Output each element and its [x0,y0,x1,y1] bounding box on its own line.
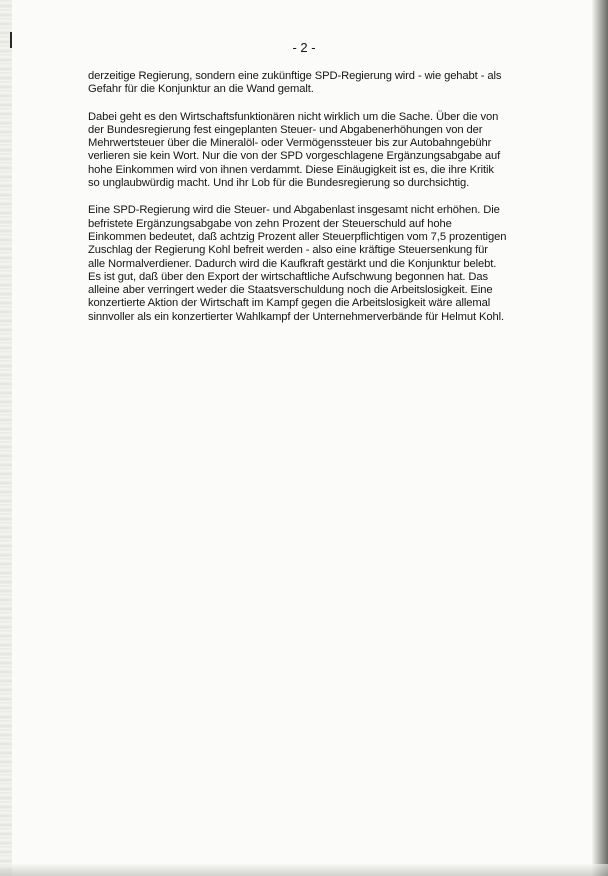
text-line: alleine aber verringert weder die Staatsverschuldung noch die Arbeitslosigkeit. Eine [88,284,493,297]
text-line: Zuschlag der Regierung Kohl befreit werden - also eine kräftige Steuersenkung für [88,244,488,257]
text-line: alle Normalverdiener. Dadurch wird die Kaufkraft gestärkt und die Konjunktur belebt. [88,257,497,270]
scan-edge-left [0,0,12,876]
paragraph-2 [88,111,518,191]
text-line: sinnvoller als ein konzertierter Wahlkampf der Unternehmerverbände für Helmut Kohl. [88,310,504,323]
text-line: Eine SPD-Regierung wird die Steuer- und Abgabenlast insgesamt nicht erhöhen. Die [88,204,500,217]
scan-edge-right [592,0,608,876]
paragraph-1 [88,70,518,97]
text-line: befristete Ergänzungsabgabe von zehn Prozent der Steuerschuld auf hohe [88,217,452,230]
page-number: - 2 - [292,40,316,55]
text-line: hohe Einkommen wird von ihnen verdammt. Diese Einäugigkeit ist es, die ihre Kritik [88,163,494,176]
scan-edge-bottom [0,864,608,876]
text-line: Mehrwertsteuer über die Mineralöl- oder Vermögenssteuer bis zur Autobahngebühr [88,137,492,150]
text-line: verlieren sie kein Wort. Nur die von der SPD vorgeschlagene Ergänzungsabgabe auf [88,150,501,163]
text-line: derzeitige Regierung, sondern eine zukünftige SPD-Regierung wird - wie gehabt - als [88,70,502,82]
text-line: Es ist gut, daß über den Export der wirtschaftliche Aufschwung begonnen hat. Das [88,270,488,283]
text-line: Einkommen bedeutet, daß achtzig Prozent aller Steuerpflichtigen vom 7,5 prozentigen [88,230,507,243]
text-line: Gefahr für die Konjunktur an die Wand gemalt. [88,83,314,96]
text-line: so unglaubwürdig macht. Und ihr Lob für die Bundesregierung so durchsichtig. [88,177,470,190]
paragraph-3 [88,204,518,324]
text-line: konzertierte Aktion der Wirtschaft im Kampf gegen die Arbeitslosigkeit wäre allemal [88,297,491,310]
document-body [88,70,518,338]
text-line: Dabei geht es den Wirtschaftsfunktionären nicht wirklich um die Sache. Über die von [88,110,499,123]
text-line: der Bundesregierung fest eingeplanten Steuer- und Abgabenerhöhungen von der [88,123,483,136]
